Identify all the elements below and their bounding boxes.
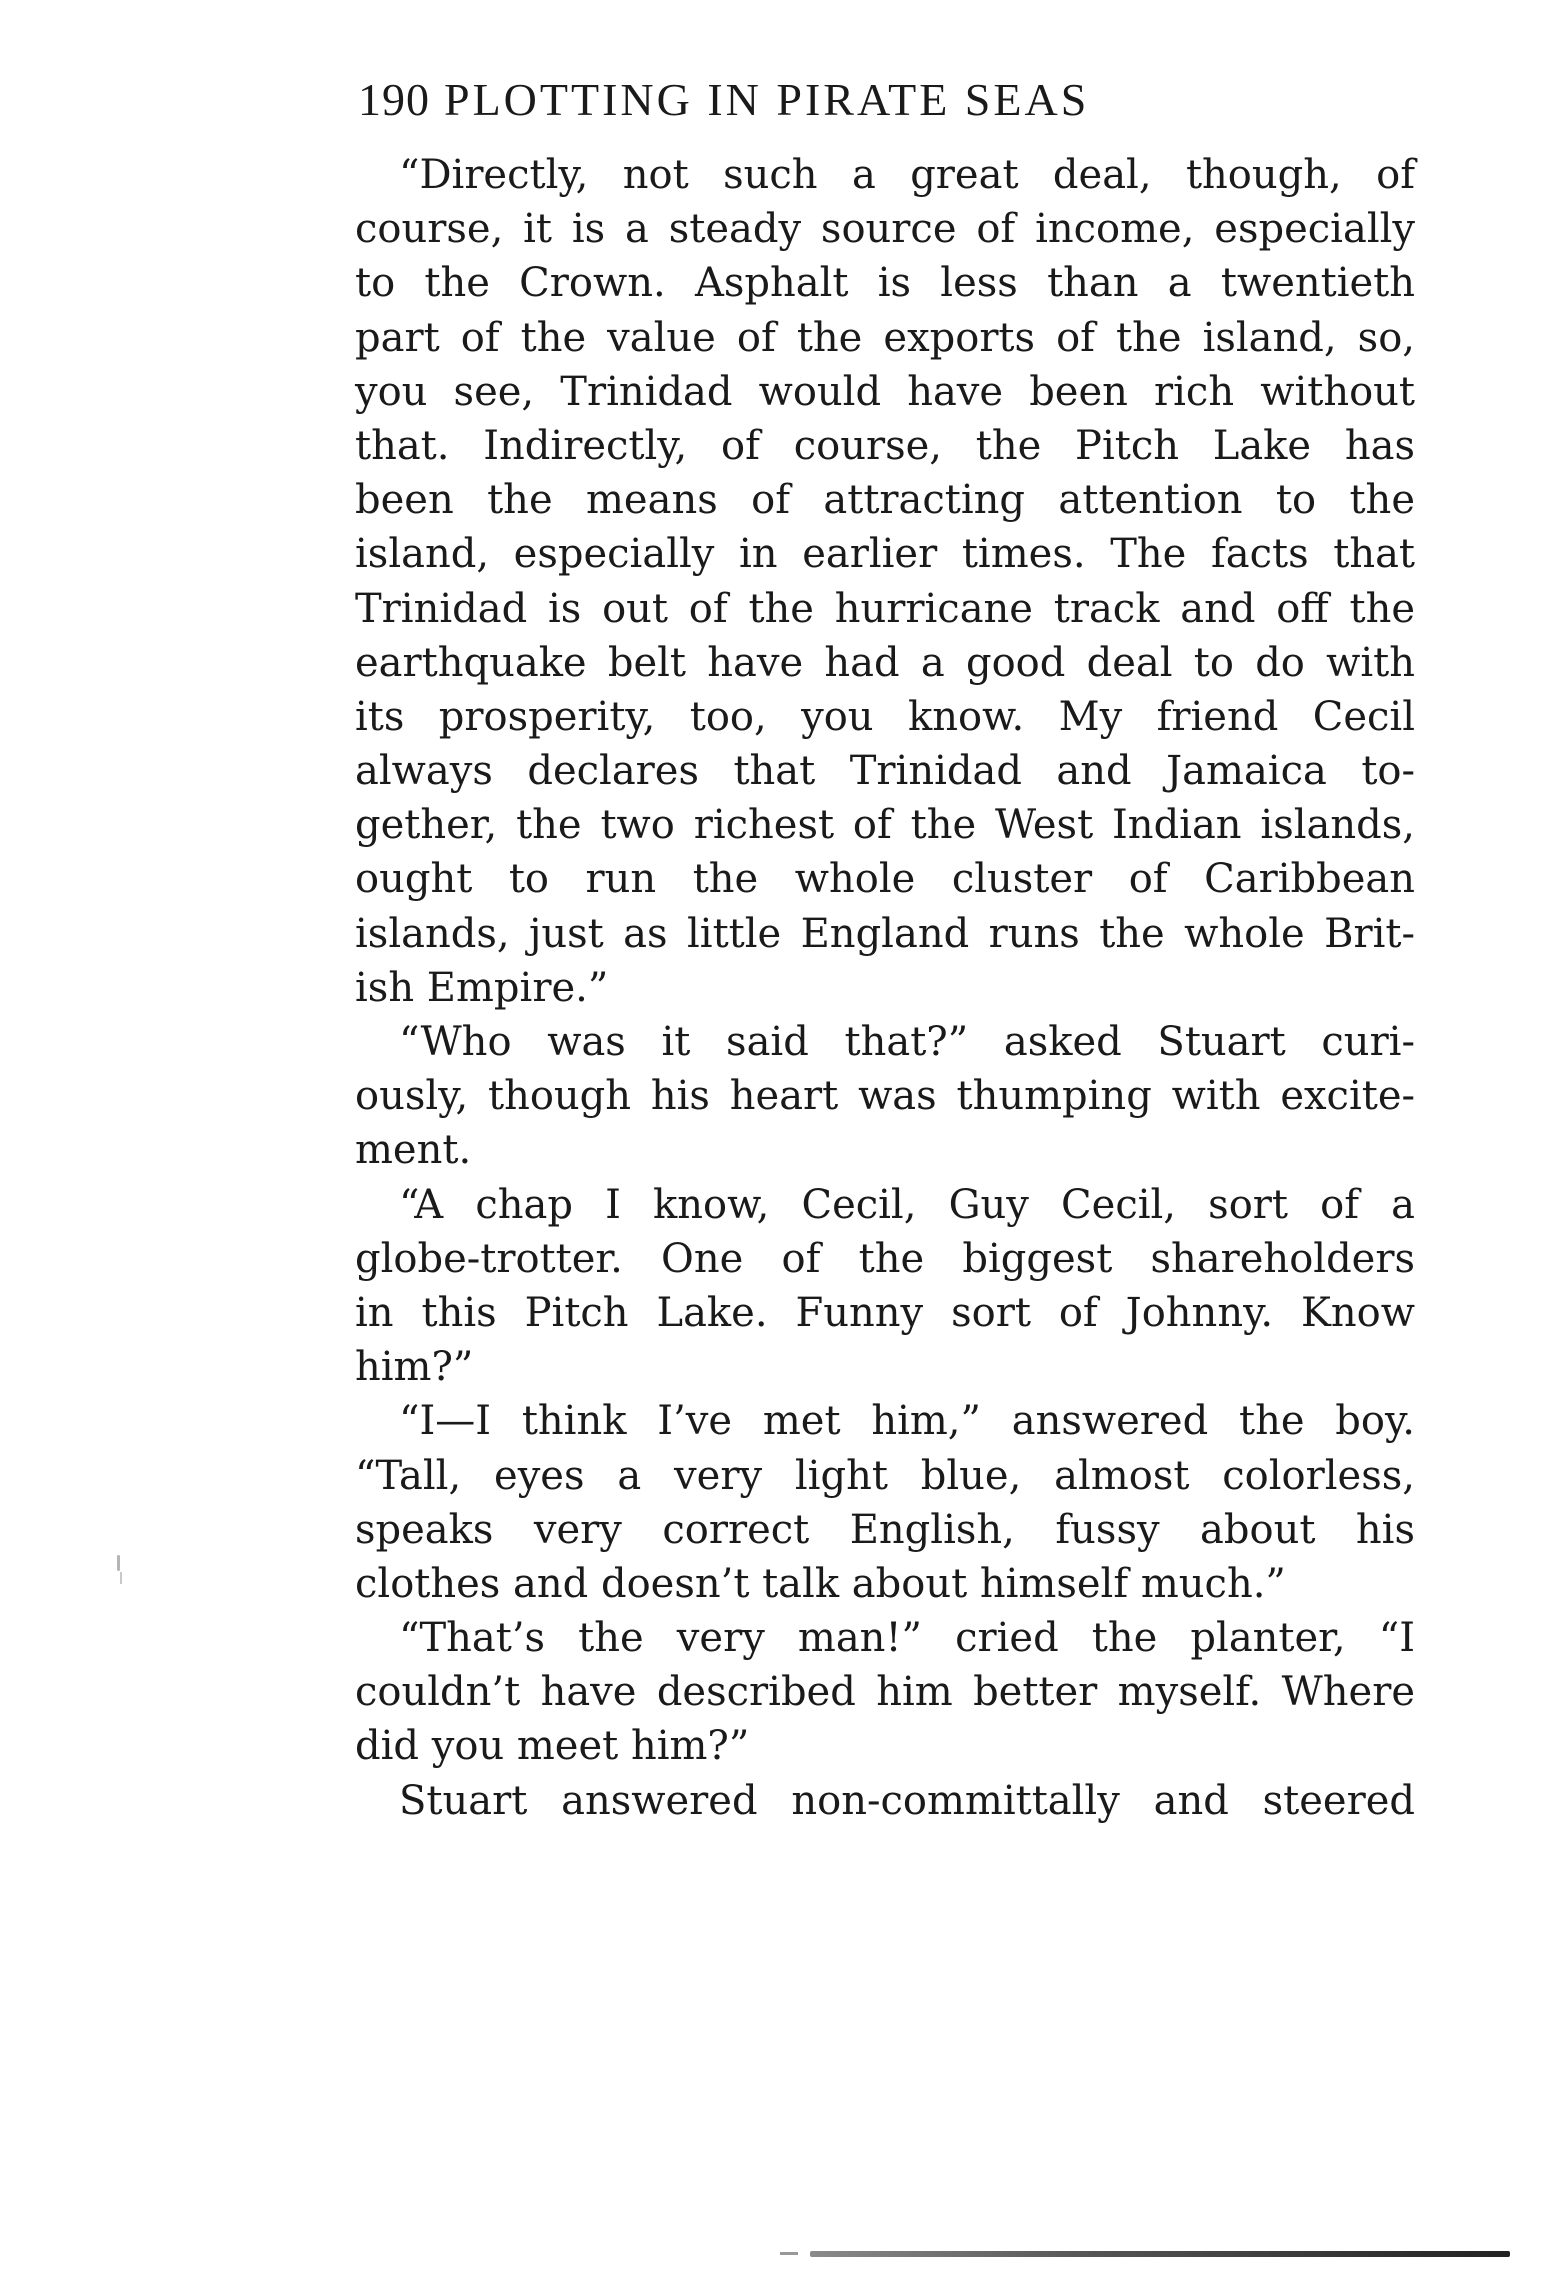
bottom-rule-dash [780, 2252, 798, 2255]
text-line: its prosperity, too, you know. My friend Cecil [355, 693, 1415, 740]
text-line: to the Crown. Asphalt is less than a twentieth [355, 260, 1415, 307]
text-line: ish Empire.” [355, 964, 609, 1011]
text-line: “Tall, eyes a very light blue, almost colorless, [355, 1452, 1415, 1499]
margin-speck [117, 1555, 120, 1571]
text-line: course, it is a steady source of income, especially [355, 206, 1415, 253]
text-line: ment. [355, 1127, 472, 1174]
text-line: islands, just as little England runs the whole Brit- [355, 910, 1415, 957]
text-line: that. Indirectly, of course, the Pitch Lake has [355, 422, 1415, 469]
text-line: globe-trotter. One of the biggest shareholders [355, 1235, 1415, 1282]
text-line: speaks very correct English, fussy about his [355, 1506, 1415, 1553]
text-line: couldn’t have described him better myself. Where [355, 1669, 1415, 1716]
bottom-rule [810, 2251, 1510, 2257]
text-line: Trinidad is out of the hurricane track and off the [355, 585, 1415, 632]
page-number: 190 [358, 74, 430, 125]
margin-speck [120, 1572, 122, 1584]
text-line: “A chap I know, Cecil, Guy Cecil, sort of a [399, 1181, 1415, 1228]
running-title: PLOTTING IN PIRATE SEAS [444, 74, 1090, 125]
body-text [355, 148, 1415, 1828]
text-line: “Who was it said that?” asked Stuart curi- [399, 1019, 1415, 1065]
text-line: ought to run the whole cluster of Caribbean [355, 856, 1415, 903]
text-line: island, especially in earlier times. The facts that [355, 531, 1415, 578]
text-line: “Directly, not such a great deal, though, of [399, 152, 1415, 198]
text-line: “That’s the very man!” cried the planter, “I [399, 1615, 1415, 1662]
text-line: in this Pitch Lake. Funny sort of Johnny. Know [355, 1289, 1415, 1336]
text-line: ously, though his heart was thumping with excite- [355, 1073, 1415, 1120]
text-line: did you meet him?” [355, 1723, 750, 1770]
running-header [358, 70, 1428, 130]
text-line: gether, the two richest of the West Indian islands, [355, 802, 1415, 849]
text-line: you see, Trinidad would have been rich without [355, 368, 1415, 415]
text-line: him?” [355, 1344, 474, 1391]
text-line: “I—I think I’ve met him,” answered the boy. [399, 1398, 1415, 1445]
text-line: part of the value of the exports of the island, so, [355, 314, 1415, 361]
text-line: always declares that Trinidad and Jamaica to- [355, 748, 1415, 795]
text-line: clothes and doesn’t talk about himself much.” [355, 1560, 1286, 1607]
text-line: earthquake belt have had a good deal to do with [355, 639, 1415, 686]
text-line: been the means of attracting attention to the [355, 477, 1415, 524]
text-line: Stuart answered non-committally and steered [399, 1777, 1415, 1824]
